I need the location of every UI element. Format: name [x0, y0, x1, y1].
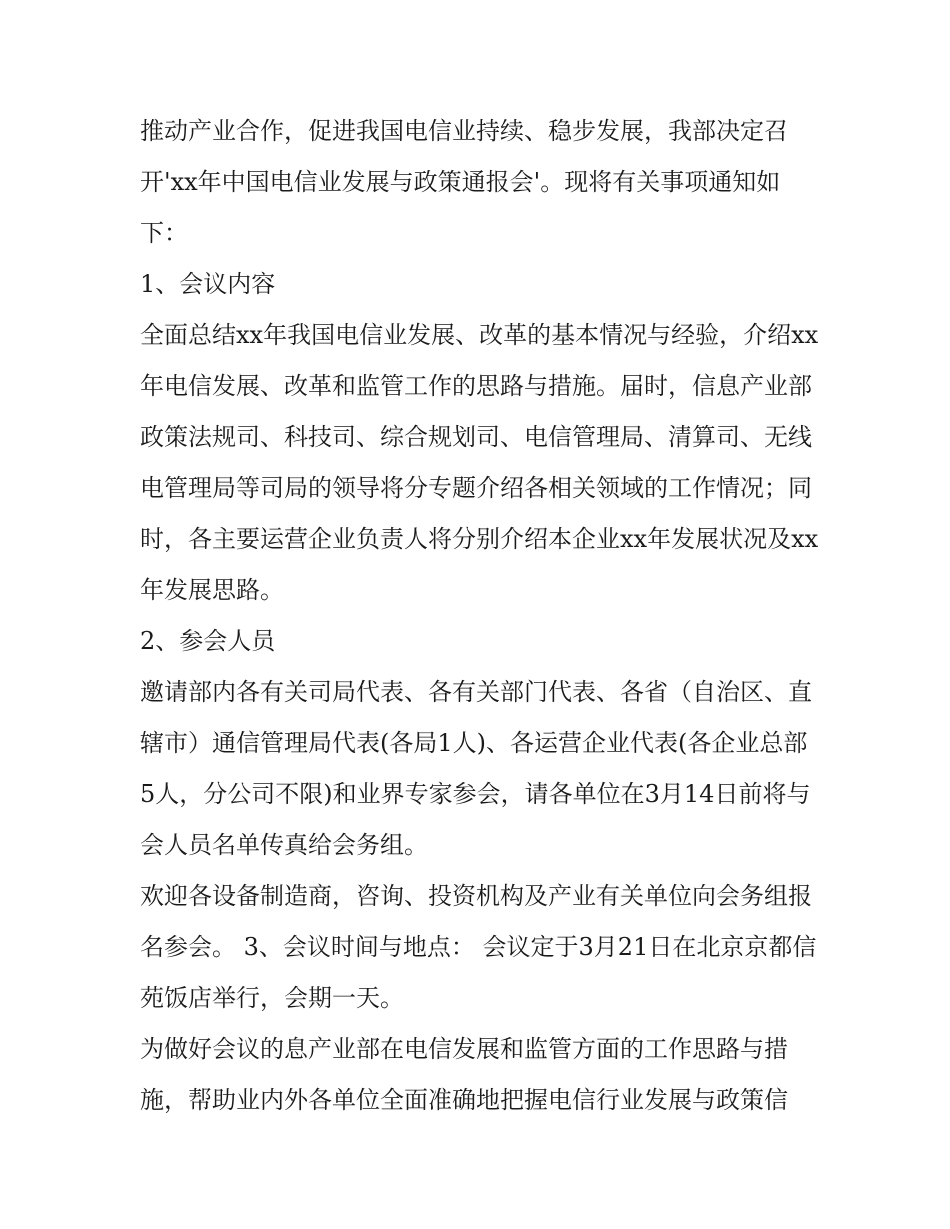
section-heading-meeting-content: 1、会议内容 [140, 270, 276, 298]
paragraph-registration-time-place: 欢迎各设备制造商，咨询、投资机构及产业有关单位向会务组报名参会。 3、会议时间与地点： 会议定于3月21日在北京京都信苑饭店举行，会期一天。 [140, 882, 817, 1012]
paragraph-meeting-content: 全面总结xx年我国电信业发展、改革的基本情况与经验，介绍xx年电信发展、改革和监管工作的思路与措施。届时，信息产业部政策法规司、科技司、综合规划司、电信管理局、清算司、无线电管理局等司局的领导将分专题介绍各相关领域的工作情况；同时，各主要运营企业负责人将分别介绍本企业xx年发展状况及xx年发展思路。 [140, 321, 819, 604]
paragraph-purpose: 为做好会议的息产业部在电信发展和监管方面的工作思路与措施，帮助业内外各单位全面准确地把握电信行业发展与政策信 [140, 1035, 788, 1114]
document-body [140, 106, 820, 1126]
section-heading-attendees: 2、参会人员 [140, 627, 276, 655]
paragraph-attendees: 邀请部内各有关司局代表、各有关部门代表、各省（自治区、直辖市）通信管理局代表(各局1人)、各运营企业代表(各企业总部5人，分公司不限)和业界专家参会，请各单位在3月14日前将与会人员名单传真给会务组。 [140, 678, 812, 859]
paragraph-intro: 推动产业合作，促进我国电信业持续、稳步发展，我部决定召开'xx年中国电信业发展与政策通报会'。现将有关事项通知如下： [140, 117, 788, 247]
